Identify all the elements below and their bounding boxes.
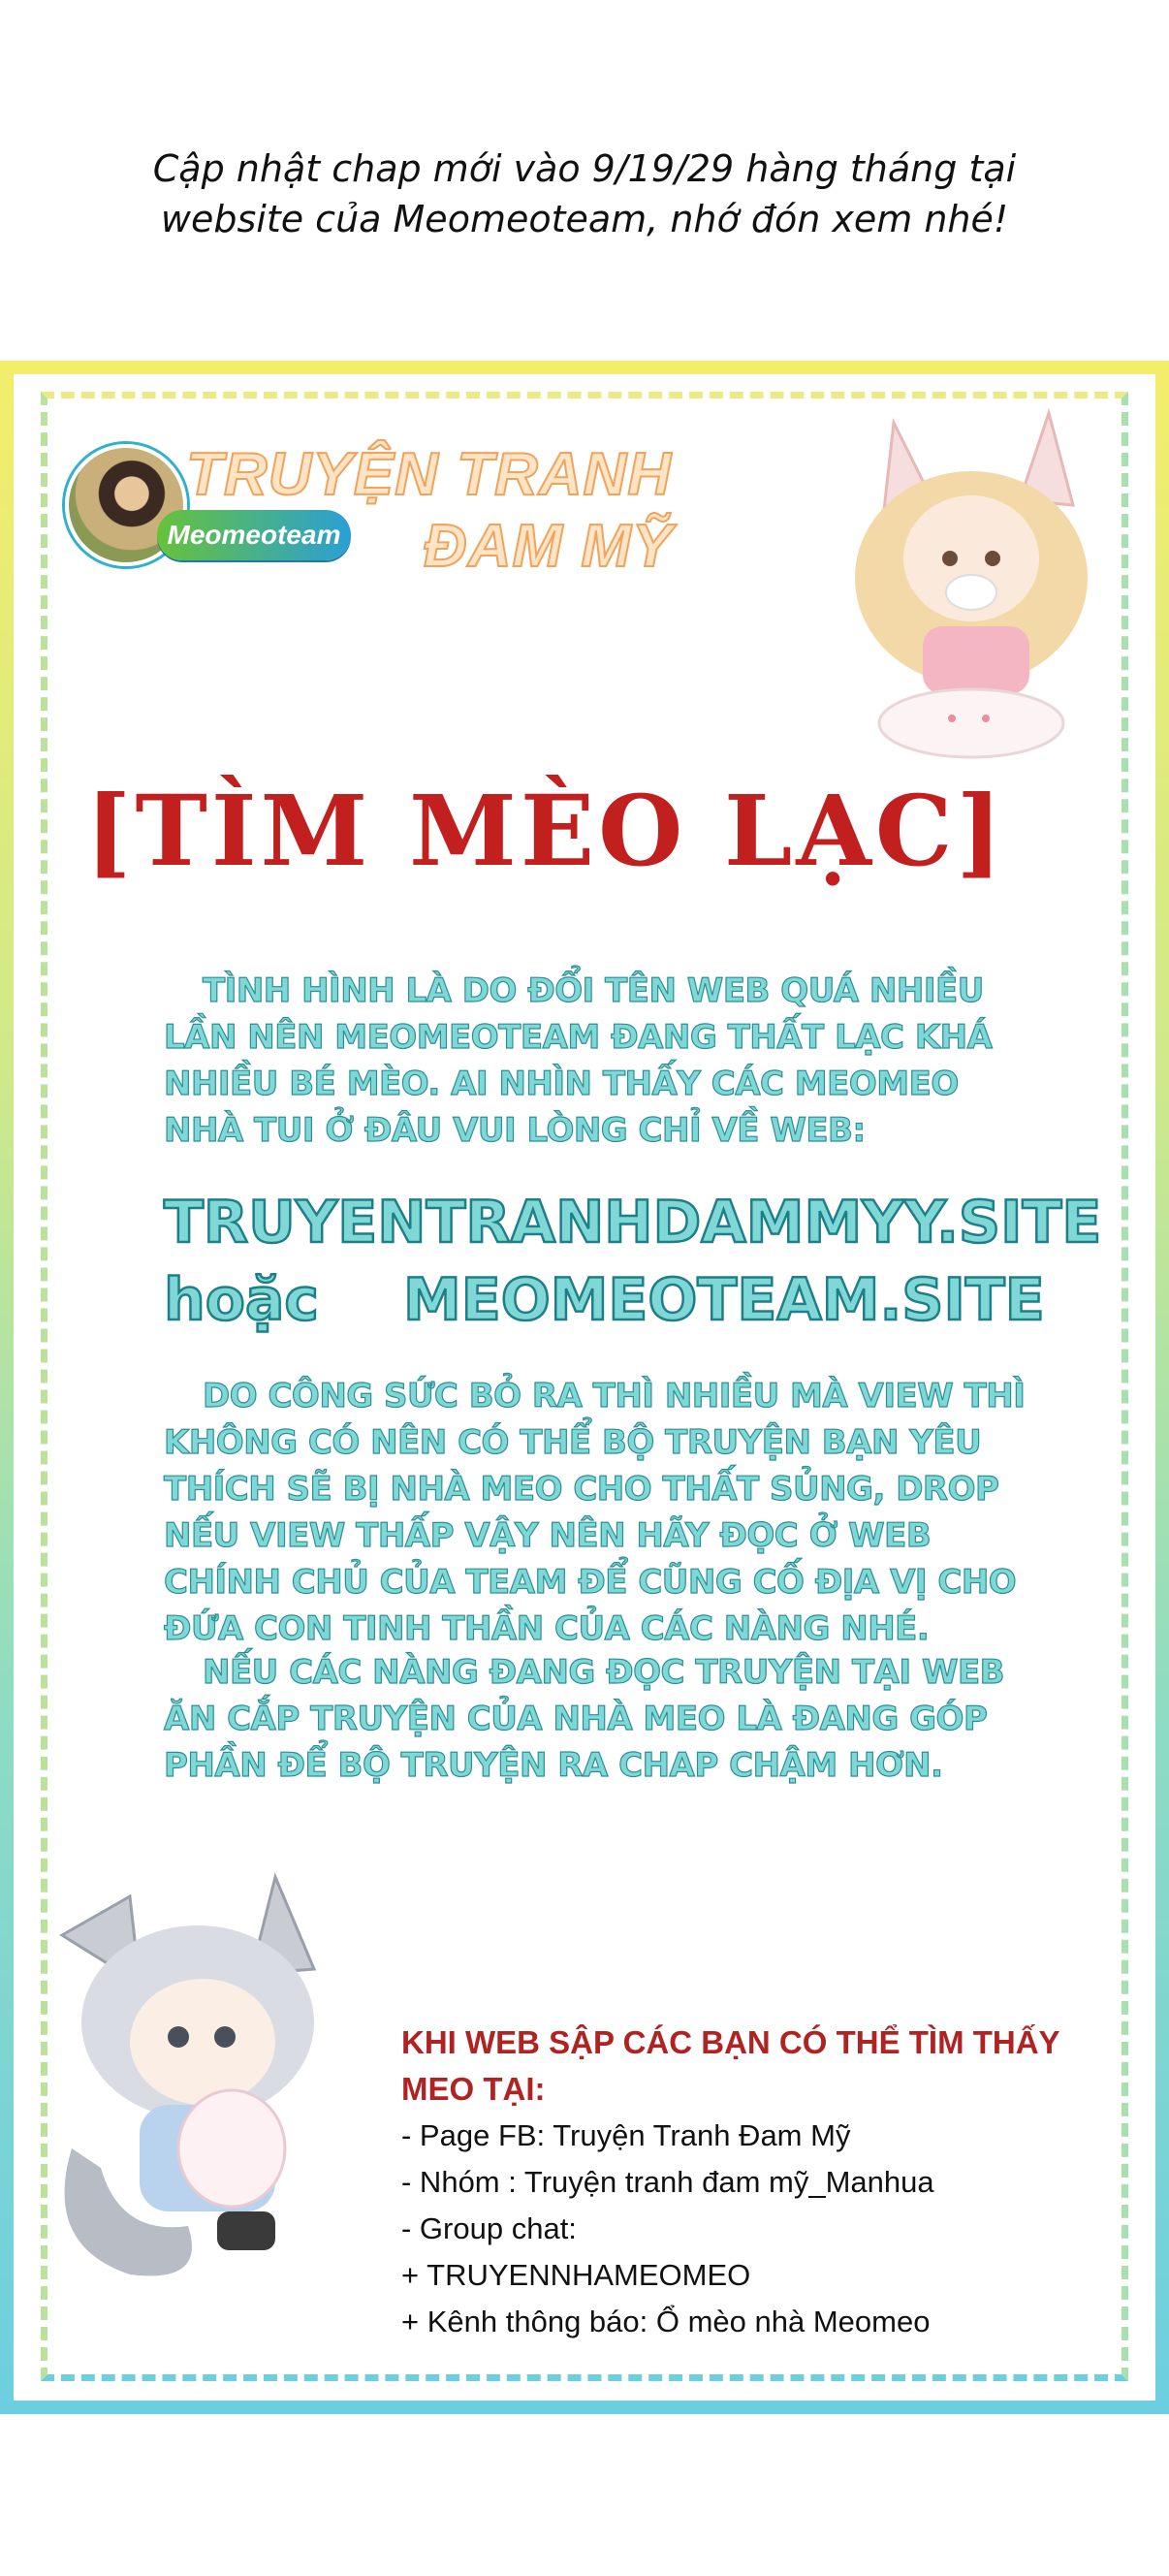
chapter-notice: [0, 143, 1169, 244]
contact-group: - Nhóm : Truyện tranh đam mỹ_Manhua: [401, 2165, 934, 2199]
paragraph-lost-cats: [164, 968, 1036, 1154]
contact-fb-page: - Page FB: Truyện Tranh Đam Mỹ: [401, 2118, 851, 2152]
team-logo: [60, 434, 719, 580]
contact-group-chat: - Group chat:: [401, 2211, 577, 2245]
paragraph-piracy: [164, 1649, 1036, 1789]
or-label: hoặc: [164, 1266, 319, 1334]
notice-line-2: website của Meomeoteam, nhớ đón xem nhé!: [160, 198, 1009, 240]
contact-chat-name: + TRUYENNHAMEOMEO: [401, 2258, 751, 2292]
paragraph-4-text: NẾU CÁC NÀNG ĐANG ĐỌC TRUYỆN TẠI WEB ĂN CẮP TRUYỆN CỦA NHÀ MEO LÀ ĐANG GÓP PHẦN ĐỂ BỘ TRUYỆN RA CHAP CHẬM HƠN.: [164, 1653, 1005, 1785]
paragraph-support: [164, 1373, 1036, 1652]
site-link-2[interactable]: MEOMEOTEAM.SITE: [403, 1266, 1045, 1334]
page-title: [14, 774, 1155, 888]
paragraph-1-text: TÌNH HÌNH LÀ DO ĐỔI TÊN WEB QUÁ NHIỀU LẦN NÊN MEOMEOTEAM ĐANG THẤT LẠC KHÁ NHIỀU BÉ MÈO. AI NHÌN THẤY CÁC MEOMEO NHÀ TUI Ở ĐÂU VUI LÒNG CHỈ VỀ WEB:: [164, 971, 993, 1150]
foxboy-sticker: [43, 1858, 353, 2304]
poster-inner: [14, 374, 1155, 2401]
site-link-1[interactable]: TRUYENTRANHDAMMYY.SITE: [164, 1189, 1102, 1256]
paragraph-3-text: DO CÔNG SỨC BỎ RA THÌ NHIỀU MÀ VIEW THÌ KHÔNG CÓ NÊN CÓ THỂ BỘ TRUYỆN BẠN YÊU THÍCH SẼ BỊ NHÀ MEO CHO THẤT SỦNG, DROP NẾU VIEW THẤP VẬY NÊN HÃY ĐỌC Ở WEB CHÍNH CHỦ CỦA TEAM ĐỂ CŨNG CỐ ĐỊA VỊ CHO ĐỨA CON TINH THẦN CỦA CÁC NÀNG NHÉ.: [164, 1377, 1026, 1648]
logo-title-line-2: ĐAM MỸ: [424, 513, 674, 580]
catgirl-sticker: [826, 384, 1117, 772]
logo-team-pill: Meomeoteam: [157, 510, 351, 560]
contact-channel: + Kênh thông báo: Ổ mèo nhà Meomeo: [401, 2305, 931, 2338]
notice-line-1: Cập nhật chap mới vào 9/19/29 hàng tháng tại: [152, 147, 1017, 190]
contact-info: [401, 2019, 1099, 2345]
poster-frame: [0, 361, 1169, 2414]
contact-heading: KHI WEB SẬP CÁC BẠN CÓ THỂ TÌM THẤY MEO TẠI:: [401, 2024, 1059, 2107]
logo-title-line-1: TRUYỆN TRANH: [186, 441, 673, 508]
title-text: [TÌM MÈO LẠC]: [85, 774, 1006, 888]
